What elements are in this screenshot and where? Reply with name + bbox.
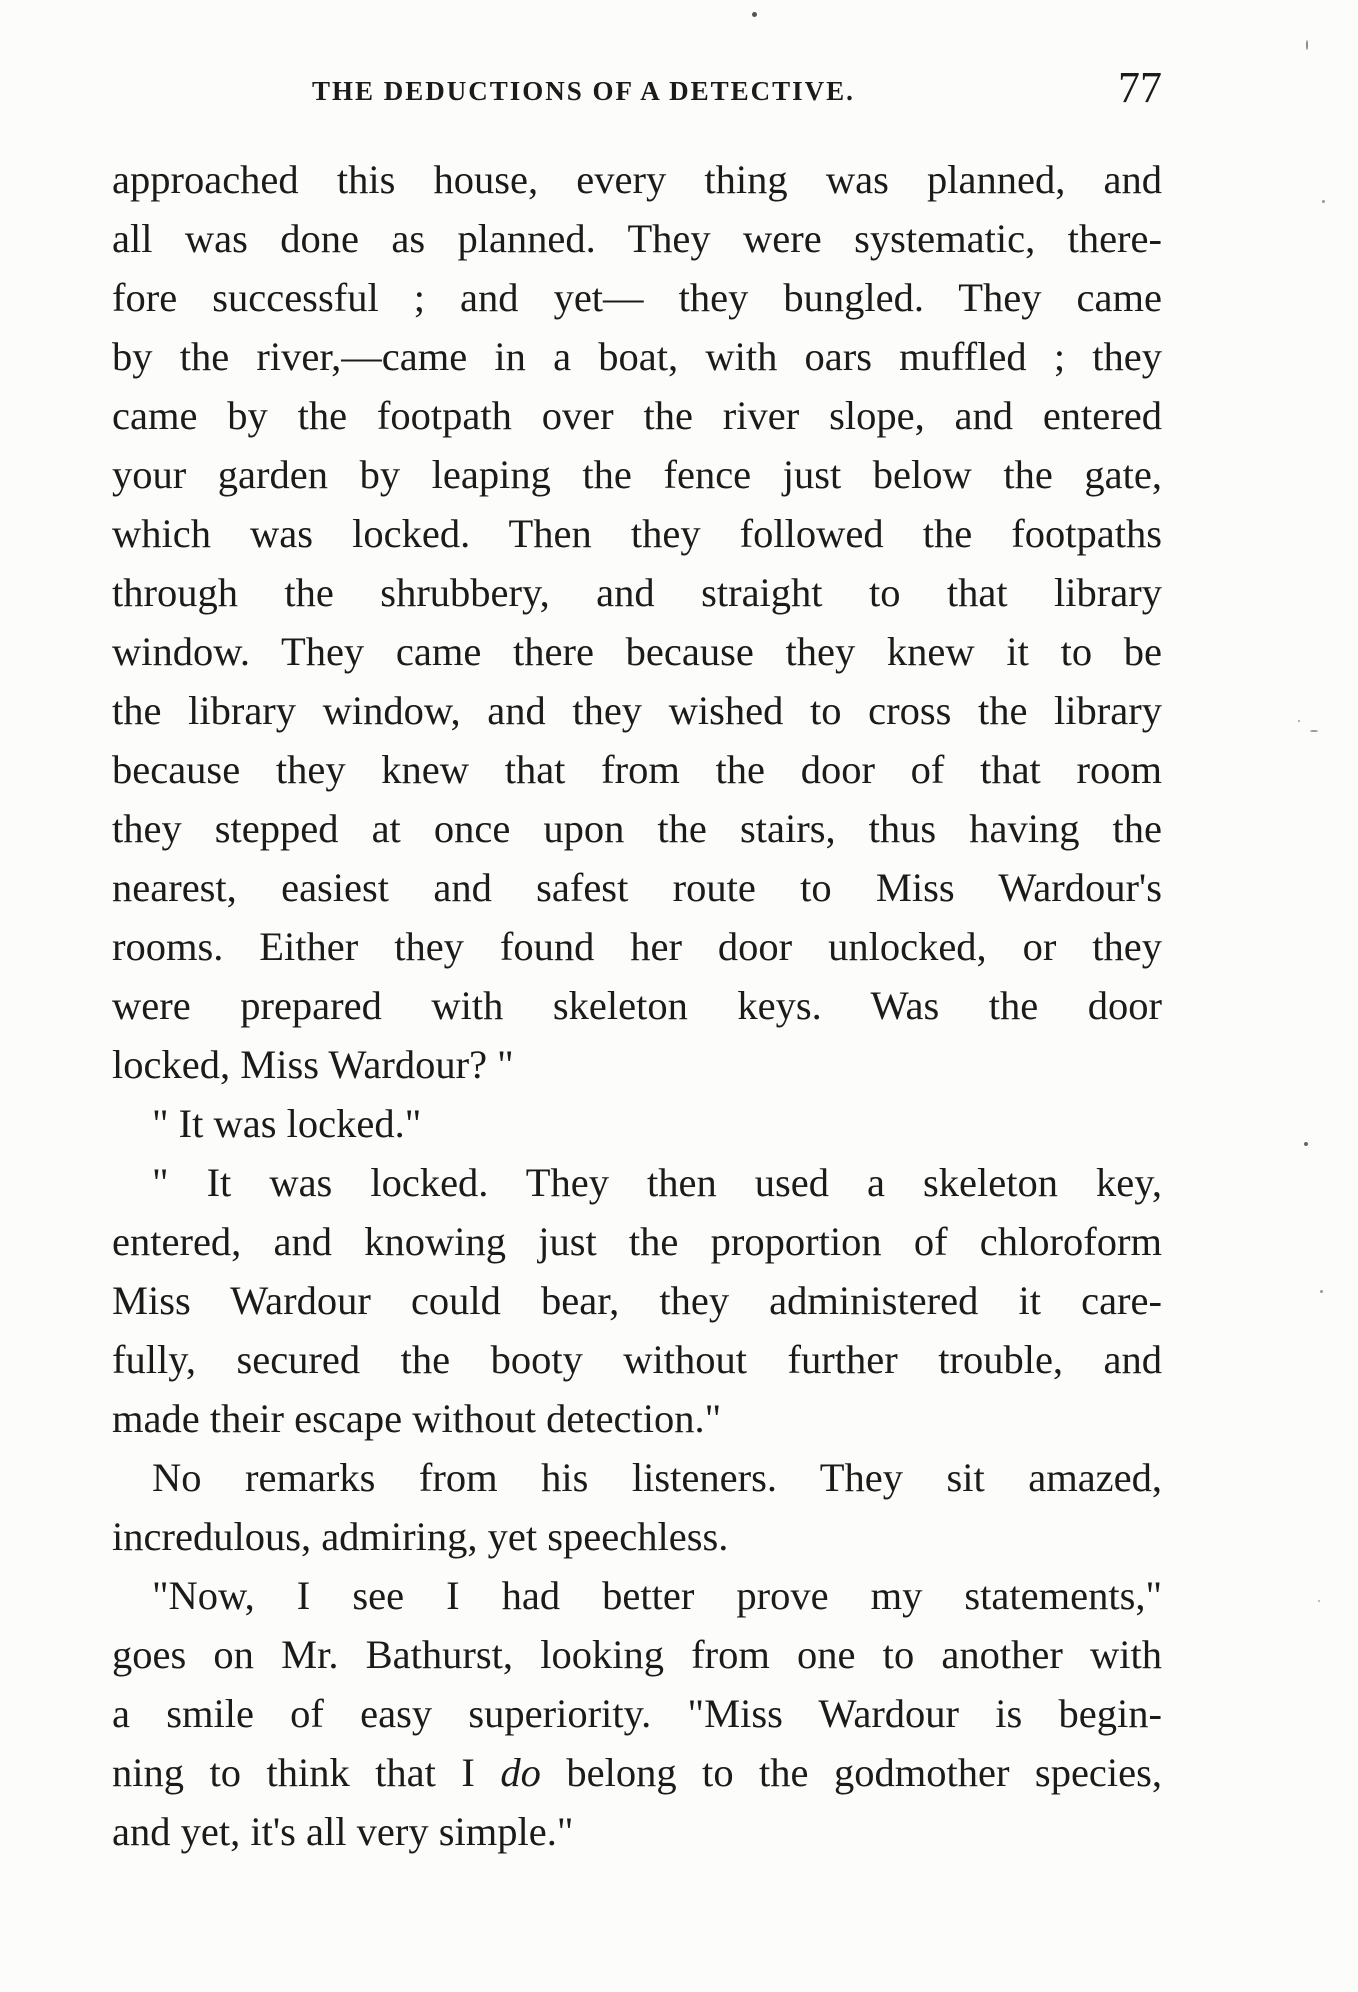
text-line: were prepared with skeleton keys. Was the door <box>112 983 1162 1028</box>
text-line: approached this house, every thing was planned, and <box>112 157 1162 202</box>
text-line: which was locked. Then they followed the footpaths <box>112 511 1162 556</box>
text-line: rooms. Either they found her door unlocked, or they <box>112 924 1162 969</box>
text-line: they stepped at once upon the stairs, thus having the <box>112 806 1162 851</box>
text-line: the library window, and they wished to cross the library <box>112 688 1162 733</box>
text-line: No remarks from his listeners. They sit amazed, <box>152 1455 1162 1500</box>
text-line: Miss Wardour could bear, they administered it care- <box>112 1278 1162 1323</box>
text-line: locked, Miss Wardour? " <box>112 1042 514 1087</box>
text-segment: ning to think that I <box>112 1750 475 1795</box>
body-text <box>112 150 1162 1861</box>
text-line: your garden by leaping the fence just below the gate, <box>112 452 1162 497</box>
text-line: a smile of easy superiority. "Miss Wardour is begin- <box>112 1691 1162 1736</box>
text-line: fully, secured the booty without further trouble, and <box>112 1337 1162 1382</box>
text-line: "Now, I see I had better prove my statements," <box>152 1573 1162 1618</box>
page-number: 77 <box>1118 63 1162 112</box>
text-line: through the shrubbery, and straight to that library <box>112 570 1162 615</box>
text-line: goes on Mr. Bathurst, looking from one to another with <box>112 1632 1162 1677</box>
scan-speck <box>1306 40 1308 50</box>
text-line: because they knew that from the door of that room <box>112 747 1162 792</box>
text-line: and yet, it's all very simple." <box>112 1809 574 1854</box>
scan-speck <box>1320 1290 1323 1293</box>
running-title: THE DEDUCTIONS OF A DETECTIVE. <box>312 76 855 106</box>
text-line <box>112 1743 1162 1802</box>
scan-speck <box>1304 1142 1308 1146</box>
text-line: fore successful ; and yet— they bungled. They came <box>112 275 1162 320</box>
text-line: incredulous, admiring, yet speechless. <box>112 1514 729 1559</box>
text-line: entered, and knowing just the proportion of chloroform <box>112 1219 1162 1264</box>
running-head <box>112 62 1162 122</box>
text-line: " It was locked. They then used a skeleton key, <box>152 1160 1162 1205</box>
text-line: all was done as planned. They were systematic, there- <box>112 216 1162 261</box>
scan-speck <box>752 12 757 17</box>
text-line: came by the footpath over the river slope, and entered <box>112 393 1162 438</box>
text-line: made their escape without detection." <box>112 1396 722 1441</box>
text-line: " It was locked." <box>152 1101 422 1146</box>
text-segment: belong to the godmother species, <box>566 1750 1163 1795</box>
text-line: window. They came there because they knew it to be <box>112 629 1162 674</box>
scan-speck <box>1310 730 1318 732</box>
scan-speck <box>1322 200 1325 203</box>
text-line: by the river,—came in a boat, with oars muffled ; they <box>112 334 1162 379</box>
scan-speck <box>1318 1600 1320 1602</box>
scan-speck <box>1298 720 1300 722</box>
text-line: nearest, easiest and safest route to Miss Wardour's <box>112 865 1162 910</box>
italic-word: do <box>500 1750 541 1795</box>
